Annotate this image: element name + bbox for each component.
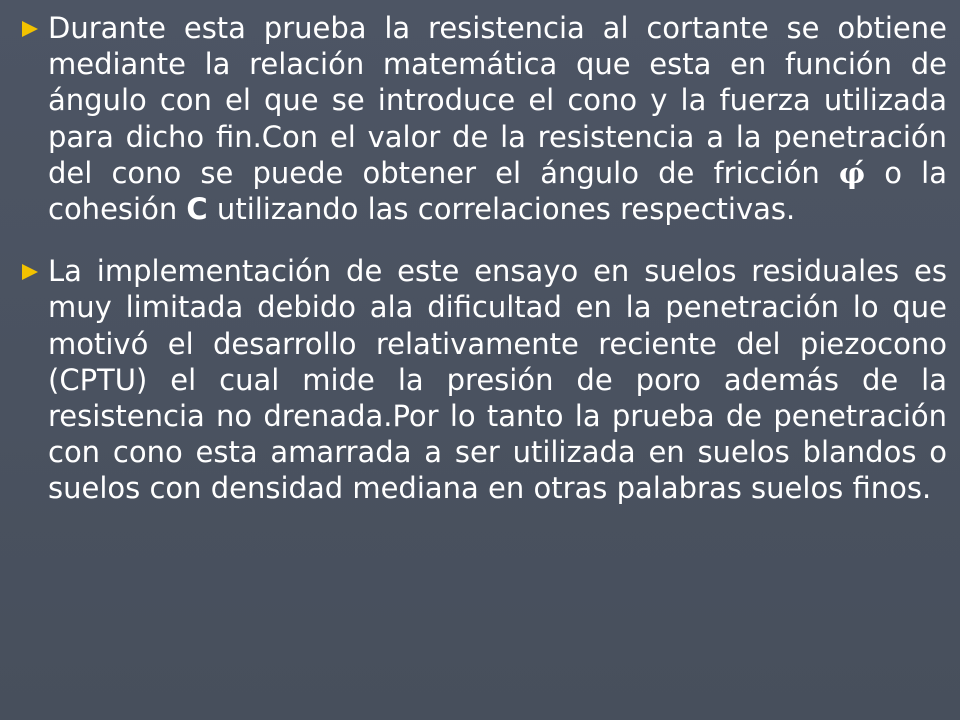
bullet-1-text-middle: o la cohesión	[48, 155, 947, 227]
bullet-1-text-after: utilizando las correlaciones respectivas.	[207, 192, 796, 227]
bullet-1-text-before: Durante esta prueba la resistencia al cortante se obtiene mediante la relación matemática que esta en función de ángulo con el que se introduce el cono y la fuerza utilizada para dicho fin.Con el valor de la resistencia a la penetración del cono se puede obtener el ángulo de fricción	[48, 11, 947, 190]
phi-symbol: φ́	[838, 155, 866, 190]
triangle-bullet-icon	[22, 21, 38, 37]
triangle-bullet-icon	[22, 264, 38, 280]
cohesion-symbol: C	[186, 192, 208, 227]
bullet-2-text: La implementación de este ensayo en suelos residuales es muy limitada debido ala dificultad en la penetración lo que motivó el desarrollo relativamente reciente del piezocono (CPTU) el cual mide la presión de poro además de la resistencia no drenada.Por lo tanto la prueba de penetración con cono esta amarrada a ser utilizada en suelos blandos o suelos con densidad mediana en otras palabras suelos finos.	[48, 254, 947, 506]
bullet-list	[22, 10, 947, 507]
bullet-item-1	[22, 10, 947, 227]
bullet-item-2	[22, 253, 947, 506]
